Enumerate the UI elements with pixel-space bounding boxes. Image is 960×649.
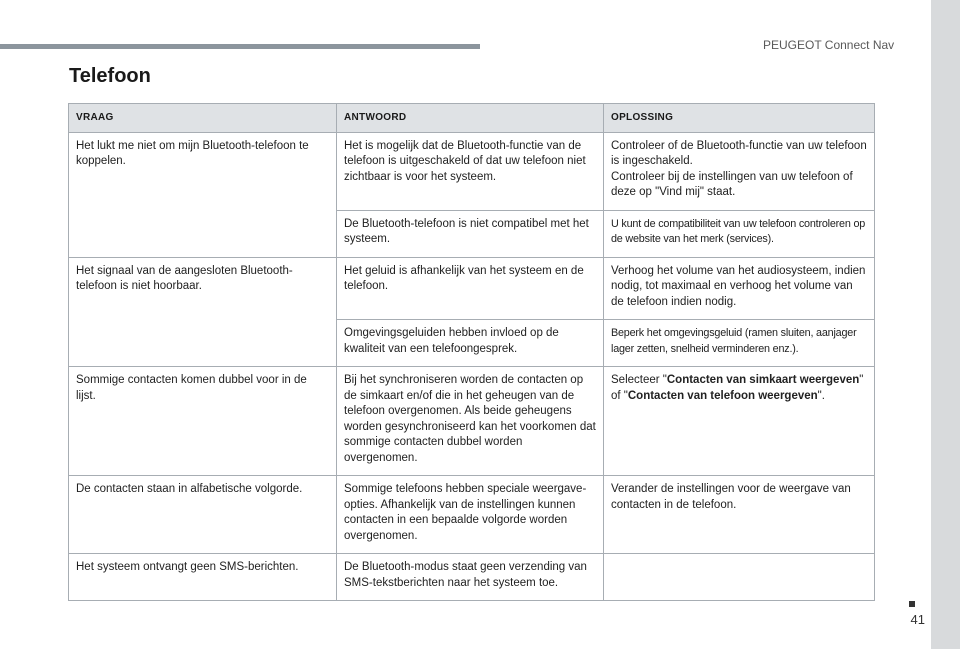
column-header-answer: ANTWOORD (337, 104, 604, 133)
solution-cell: U kunt de compatibiliteit van uw telefoon controleren op de website van het merk (services). (604, 210, 875, 257)
sidebar-strip (931, 0, 960, 649)
answer-cell: Bij het synchroniseren worden de contacten op de simkaart en/of die in het geheugen van de telefoon overgenomen. Als beide geheugens worden gesynchroniseerd kan het voorkomen dat sommige contacten dubbel worden overgenomen. (337, 367, 604, 476)
answer-cell: Het geluid is afhankelijk van het systeem en de telefoon. (337, 257, 604, 320)
column-header-question: VRAAG (69, 104, 337, 133)
header-bar (0, 44, 480, 49)
solution-cell (604, 367, 875, 476)
solution-cell (604, 554, 875, 601)
page-marker-icon (909, 601, 915, 607)
question-cell: Het signaal van de aangesloten Bluetooth-telefoon is niet hoorbaar. (69, 257, 337, 367)
table-header-row (69, 104, 875, 133)
page-title: Telefoon (69, 65, 151, 87)
solution-line: Controleer bij de instellingen van uw telefoon of deze op "Vind mij" staat. (611, 170, 853, 198)
solution-text: ". (817, 389, 825, 402)
table-row (69, 476, 875, 554)
answer-cell: Het is mogelijk dat de Bluetooth-functie van de telefoon is uitgeschakeld of dat uw telefoon niet zichtbaar is voor het systeem. (337, 132, 604, 210)
answer-cell: De Bluetooth-telefoon is niet compatibel met het systeem. (337, 210, 604, 257)
answer-cell: Sommige telefoons hebben speciale weergave-opties. Afhankelijk van de instellingen kunnen contacten in een bepaalde volgorde worden overgenomen. (337, 476, 604, 554)
solution-cell: Verhoog het volume van het audiosysteem, indien nodig, tot maximaal en verhoog het volume van de telefoon indien nodig. (604, 257, 875, 320)
column-header-solution: OPLOSSING (604, 104, 875, 133)
solution-cell: Verander de instellingen voor de weergave van contacten in de telefoon. (604, 476, 875, 554)
question-cell: Het systeem ontvangt geen SMS-berichten. (69, 554, 337, 601)
option-label: Contacten van simkaart weergeven (666, 374, 860, 386)
table-row (69, 257, 875, 320)
answer-cell: Omgevingsgeluiden hebben invloed op de kwaliteit van een telefoongesprek. (337, 320, 604, 367)
option-label: Contacten van telefoon weergeven (627, 389, 818, 402)
header-title: PEUGEOT Connect Nav (763, 38, 895, 52)
question-cell: Sommige contacten komen dubbel voor in de lijst. (69, 367, 337, 476)
solution-text: Selecteer " (611, 374, 667, 386)
table-row (69, 554, 875, 601)
solution-cell (604, 132, 875, 210)
question-cell: De contacten staan in alfabetische volgorde. (69, 476, 337, 554)
solution-text: " of " (611, 374, 864, 402)
question-cell: Het lukt me niet om mijn Bluetooth-telefoon te koppelen. (69, 132, 337, 257)
table-row (69, 367, 875, 476)
solution-line: Controleer of de Bluetooth-functie van uw telefoon is ingeschakeld. (611, 139, 867, 167)
solution-cell: Beperk het omgevingsgeluid (ramen sluiten, aanjager lager zetten, snelheid verminderen enz.). (604, 320, 875, 367)
answer-cell: De Bluetooth-modus staat geen verzending van SMS-tekstberichten naar het systeem toe. (337, 554, 604, 601)
faq-table (68, 103, 875, 601)
table-row (69, 132, 875, 210)
page-number: 41 (910, 612, 925, 627)
